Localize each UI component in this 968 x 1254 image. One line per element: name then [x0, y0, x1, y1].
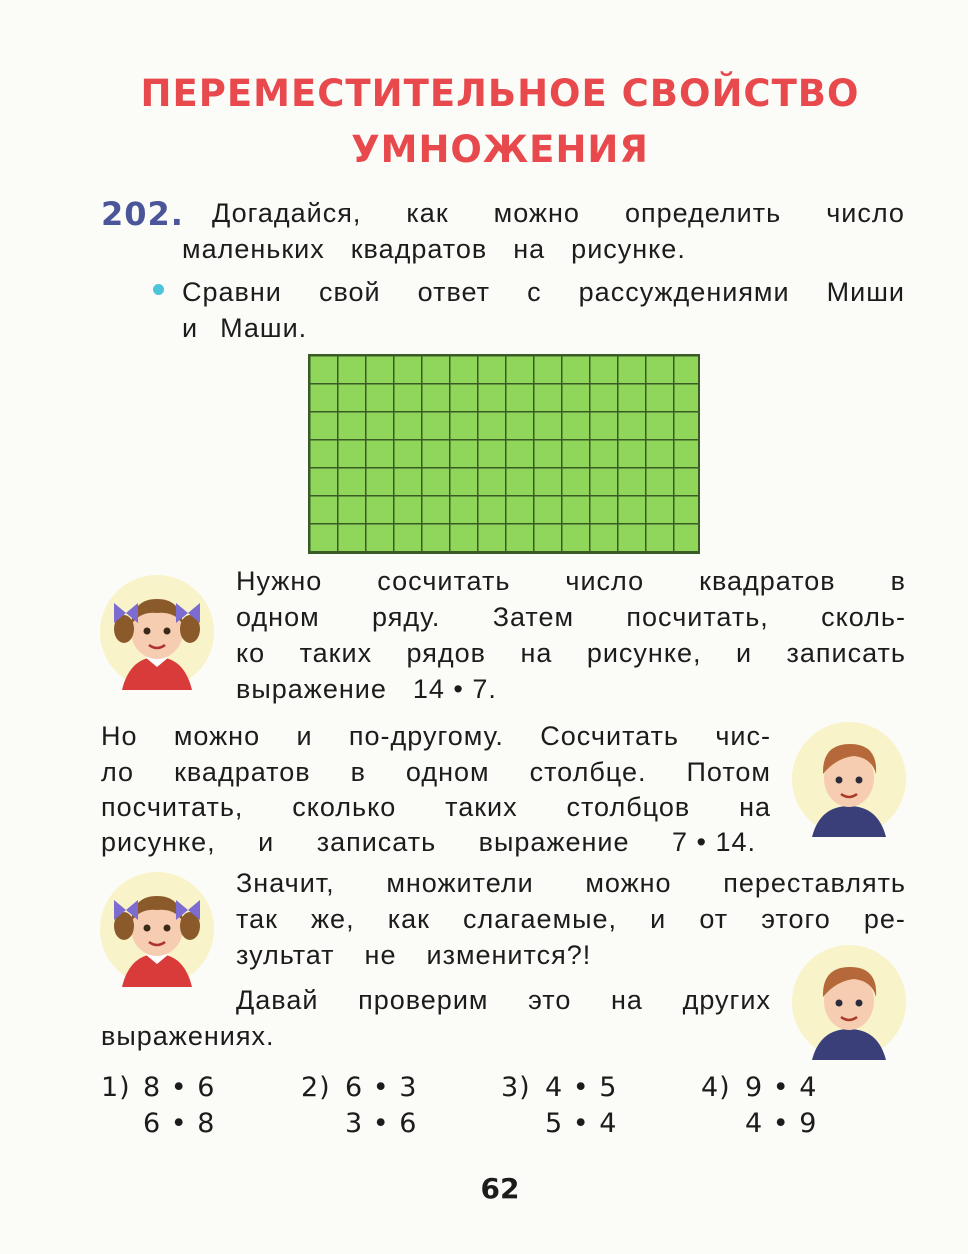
exercise-number: 2) [301, 1072, 331, 1103]
word: в [350, 757, 366, 787]
word: по-другому. [348, 721, 504, 751]
word: записать [786, 638, 906, 668]
word: и [735, 638, 753, 668]
word: это [528, 985, 572, 1015]
squares-grid [308, 354, 700, 554]
exercise-expression: 9 • 4 [745, 1072, 818, 1103]
word: ряду. [371, 602, 441, 632]
word: рисунке. [571, 234, 686, 264]
exercise-list [101, 1072, 861, 1152]
masha-text-line [236, 638, 906, 669]
misha-avatar [792, 945, 907, 1060]
word: число [565, 566, 645, 596]
task-number: 202. [101, 195, 184, 233]
word: Потом [686, 757, 771, 787]
masha-text-line [236, 602, 906, 633]
word: сколь- [821, 602, 906, 632]
word: Сравни [182, 277, 282, 307]
word: таких [445, 792, 518, 822]
exercise-expression: 6 • 3 [345, 1072, 418, 1103]
word: и [182, 313, 199, 343]
word: посчитать, [101, 792, 244, 822]
word: Затем [492, 602, 575, 632]
word: свой [318, 277, 381, 307]
masha-text-line [236, 868, 906, 899]
word: сколько [292, 792, 397, 822]
word: как [387, 904, 430, 934]
word: Но [101, 721, 138, 751]
masha-text-line [236, 940, 656, 971]
misha-text-line [101, 792, 771, 823]
task-text-line [182, 234, 882, 265]
misha-text-line [101, 827, 756, 858]
word: рисунке, [586, 638, 702, 668]
task-bullet-line [182, 277, 905, 308]
word: проверим [358, 985, 489, 1015]
exercise-expression: 6 • 8 [143, 1108, 216, 1139]
word: определить [624, 198, 782, 228]
word: Догадайся, [212, 198, 362, 228]
misha-text-line [101, 757, 771, 788]
word: множители [386, 868, 534, 898]
word: в [890, 566, 906, 596]
word: чис- [715, 721, 771, 751]
word: ко [236, 638, 266, 668]
word: этого [761, 904, 831, 934]
exercise-number: 1) [101, 1072, 131, 1103]
word: квадратов [174, 757, 311, 787]
misha-text-line [101, 1021, 401, 1052]
masha-avatar [100, 872, 215, 987]
word: квадратов [350, 234, 488, 264]
masha-text-line [236, 674, 636, 705]
word: ответ [417, 277, 490, 307]
word: Миши [826, 277, 905, 307]
word: и [258, 827, 275, 857]
word: таких [299, 638, 373, 668]
word: выражениях. [101, 1021, 275, 1051]
exercise-expression: 4 • 9 [745, 1108, 818, 1139]
word: выражение [478, 827, 630, 857]
word: как [406, 198, 449, 228]
word: на [513, 234, 546, 264]
word: ре- [863, 904, 906, 934]
word: других [682, 985, 771, 1015]
bullet-icon [153, 284, 164, 295]
page-title-line2: УМНОЖЕНИЯ [351, 128, 649, 171]
misha-text-line [236, 985, 771, 1016]
masha-text-line [236, 566, 906, 597]
word: рассуждениями [578, 277, 790, 307]
page-number: 62 [480, 1172, 520, 1205]
word: записать [316, 827, 437, 857]
task-bullet-line [182, 313, 482, 344]
exercise-expression: 8 • 6 [143, 1072, 216, 1103]
word: переставлять [723, 868, 906, 898]
word: квадратов [699, 566, 836, 596]
word: можно [173, 721, 261, 751]
exercise-number: 4) [701, 1072, 731, 1103]
page-title: ПЕРЕМЕСТИТЕЛЬНОЕ СВОЙСТВО [140, 72, 860, 115]
word: рисунке, [101, 827, 216, 857]
word: не [364, 940, 397, 970]
word: Маши. [220, 313, 308, 343]
word: столбце. [529, 757, 647, 787]
word: и [650, 904, 667, 934]
word: и [296, 721, 313, 751]
misha-avatar [792, 722, 907, 837]
word: сосчитать [377, 566, 511, 596]
word: маленьких [182, 234, 325, 264]
word: число [826, 198, 905, 228]
word: же, [311, 904, 355, 934]
exercise-expression: 5 • 4 [545, 1108, 618, 1139]
word: на [611, 985, 643, 1015]
word: можно [493, 198, 580, 228]
word: от [699, 904, 729, 934]
word: одном [405, 757, 490, 787]
masha-avatar [100, 575, 215, 690]
word: Давай [236, 985, 319, 1015]
exercise-number: 3) [501, 1072, 531, 1103]
word: Сосчитать [540, 721, 679, 751]
word: изменится?! [426, 940, 592, 970]
exercise-expression: 4 • 5 [545, 1072, 618, 1103]
word: 7 • 14. [671, 827, 756, 857]
word: выражение [236, 674, 387, 704]
word: столбцов [566, 792, 691, 822]
task-text-line [212, 198, 905, 229]
word: на [520, 638, 553, 668]
exercise-expression: 3 • 6 [345, 1108, 418, 1139]
word: 14 • 7. [412, 674, 497, 704]
misha-text-line [101, 721, 771, 752]
word: так [236, 904, 278, 934]
word: слагаемые, [463, 904, 618, 934]
word: посчитать, [626, 602, 769, 632]
word: на [739, 792, 771, 822]
word: зультат [236, 940, 335, 970]
masha-text-line [236, 904, 906, 935]
word: одном [236, 602, 320, 632]
word: рядов [406, 638, 486, 668]
word: можно [585, 868, 672, 898]
word: Нужно [236, 566, 323, 596]
word: ло [101, 757, 135, 787]
word: с [527, 277, 542, 307]
word: Значит, [236, 868, 335, 898]
